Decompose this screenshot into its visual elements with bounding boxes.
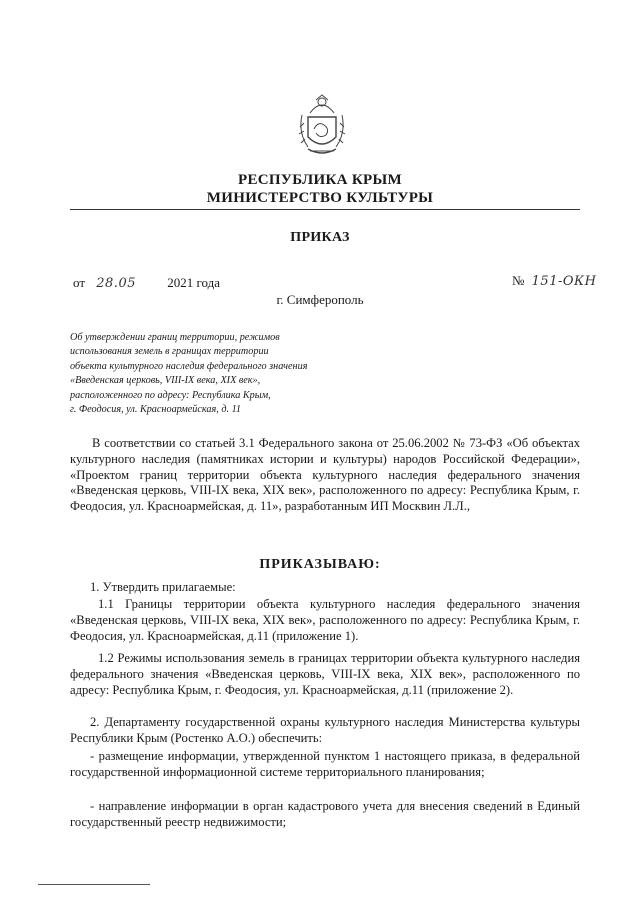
- handwritten-number: 151-ОКН: [531, 274, 597, 289]
- year-text: 2021 года: [167, 275, 221, 290]
- subject-block: [70, 331, 330, 417]
- footnote-divider: [38, 884, 150, 885]
- subject-line: г. Феодосия, ул. Красноармейская, д. 11: [70, 404, 242, 416]
- number-prefix: №: [512, 273, 525, 288]
- republic-heading: РЕСПУБЛИКА КРЫМ: [238, 172, 402, 188]
- item-1-2: 1.2 Режимы использования земель в границах территории объекта культурного наследия федерального значения «Введенская церковь, VIII-IX века, XIX век», расположенного по адресу: Республика Крым, г. Феодосия, ул. Красноармейская, д.11 (приложение 2).: [70, 651, 580, 697]
- item-1-1: 1.1 Границы территории объекта культурного наследия федерального значения «Введенская церковь, VIII-IX века, XIX век», расположенного по адресу: Республика Крым, г. Феодосия, ул. Красноармейская, д.11 (приложение 1).: [70, 597, 580, 643]
- header-divider: [70, 209, 580, 210]
- item-2-bullet-1: - размещение информации, утвержденной пунктом 1 настоящего приказа, в федеральной государственной информационной системе территориального планирования;: [70, 749, 580, 779]
- date-prefix: от: [73, 275, 86, 290]
- preamble-paragraph: В соответствии со статьей 3.1 Федерального закона от 25.06.2002 № 73-ФЗ «Об объектах культурного наследия (памятниках истории и культуры) народов Российской Федерации», «Проектом границ территории объекта культурного наследия федерального значения «Введенская церковь, VIII-IX века, XIX век», расположенного по адресу: Республика Крым, г. Феодосия, ул. Красноармейская, д. 11», разработанным ИП Москвин Л.Л.,: [70, 436, 580, 514]
- number-line: [512, 273, 596, 289]
- order-directive: ПРИКАЗЫВАЮ:: [259, 557, 381, 572]
- date-line: [73, 275, 220, 291]
- subject-line: расположенного по адресу: Республика Крым,: [70, 389, 271, 401]
- subject-line: использования земель в границах территории: [70, 346, 269, 358]
- handwritten-date: 28.05: [96, 276, 136, 291]
- item-2-bullet-2: - направление информации в орган кадастрового учета для внесения сведений в Единый государственный реестр недвижимости;: [70, 799, 580, 829]
- city-line: г. Симферополь: [276, 292, 364, 307]
- subject-line: объекта культурного наследия федерального значения: [70, 360, 308, 372]
- subject-line: Об утверждении границ территории, режимов: [70, 332, 280, 343]
- coat-of-arms-icon: [296, 93, 348, 159]
- order-title: ПРИКАЗ: [290, 230, 350, 245]
- item-1: 1. Утвердить прилагаемые:: [90, 580, 236, 594]
- ministry-heading: МИНИСТЕРСТВО КУЛЬТУРЫ: [206, 190, 434, 206]
- subject-line: «Введенская церковь, VIII-IX века, XIX век»,: [70, 375, 261, 387]
- item-2: 2. Департаменту государственной охраны культурного наследия Министерства культуры Республики Крым (Ростенко А.О.) обеспечить:: [70, 715, 580, 745]
